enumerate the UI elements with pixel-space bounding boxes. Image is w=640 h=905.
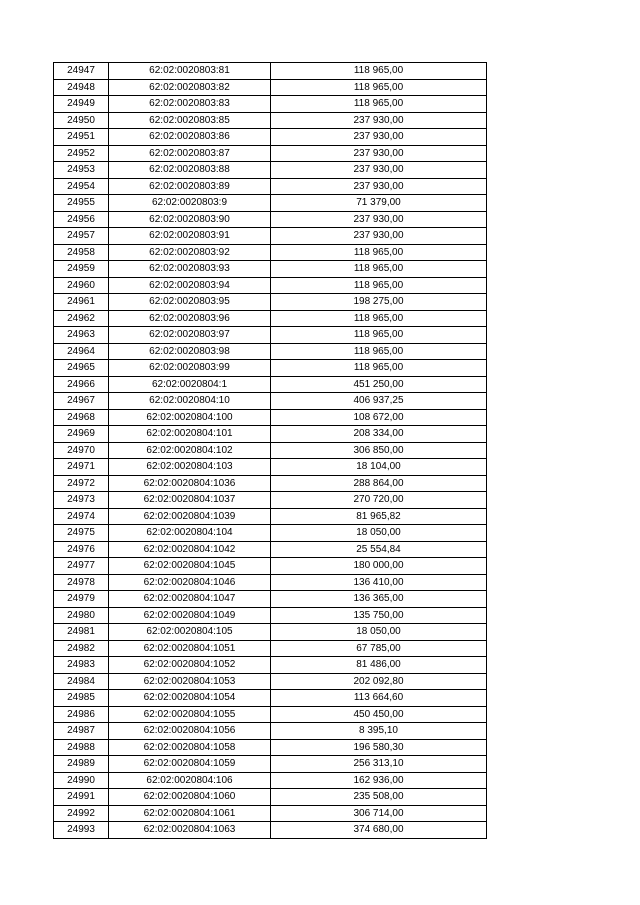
cadastral-number-cell: 62:02:0020803:99 (109, 360, 271, 377)
row-number-cell: 24978 (54, 574, 109, 591)
table-row (54, 162, 487, 179)
value-cell: 25 554,84 (271, 541, 487, 558)
value-cell: 406 937,25 (271, 393, 487, 410)
cadastral-number-cell: 62:02:0020803:97 (109, 327, 271, 344)
cadastral-number-cell: 62:02:0020804:1045 (109, 558, 271, 575)
row-number-cell: 24985 (54, 690, 109, 707)
value-cell: 118 965,00 (271, 277, 487, 294)
table-body (54, 63, 487, 839)
table-row (54, 772, 487, 789)
row-number-cell: 24948 (54, 79, 109, 96)
value-cell: 118 965,00 (271, 360, 487, 377)
cadastral-number-cell: 62:02:0020804:1053 (109, 673, 271, 690)
cadastral-number-cell: 62:02:0020804:1046 (109, 574, 271, 591)
cadastral-number-cell: 62:02:0020804:1056 (109, 723, 271, 740)
value-cell: 208 334,00 (271, 426, 487, 443)
row-number-cell: 24949 (54, 96, 109, 113)
value-cell: 237 930,00 (271, 228, 487, 245)
row-number-cell: 24987 (54, 723, 109, 740)
table-row (54, 756, 487, 773)
table-row (54, 211, 487, 228)
row-number-cell: 24980 (54, 607, 109, 624)
value-cell: 118 965,00 (271, 244, 487, 261)
table-row (54, 558, 487, 575)
row-number-cell: 24989 (54, 756, 109, 773)
cadastral-number-cell: 62:02:0020804:106 (109, 772, 271, 789)
value-cell: 450 450,00 (271, 706, 487, 723)
cadastral-number-cell: 62:02:0020804:1042 (109, 541, 271, 558)
row-number-cell: 24976 (54, 541, 109, 558)
row-number-cell: 24973 (54, 492, 109, 509)
cadastral-number-cell: 62:02:0020804:1054 (109, 690, 271, 707)
row-number-cell: 24969 (54, 426, 109, 443)
table-row (54, 409, 487, 426)
table-row (54, 294, 487, 311)
value-cell: 237 930,00 (271, 145, 487, 162)
cadastral-number-cell: 62:02:0020803:96 (109, 310, 271, 327)
table-row (54, 574, 487, 591)
table-row (54, 343, 487, 360)
row-number-cell: 24966 (54, 376, 109, 393)
table-row (54, 244, 487, 261)
row-number-cell: 24991 (54, 789, 109, 806)
cadastral-number-cell: 62:02:0020804:1061 (109, 805, 271, 822)
table-row (54, 129, 487, 146)
value-cell: 118 965,00 (271, 79, 487, 96)
table-row (54, 805, 487, 822)
table-row (54, 508, 487, 525)
table-row (54, 459, 487, 476)
cadastral-number-cell: 62:02:0020803:86 (109, 129, 271, 146)
row-number-cell: 24965 (54, 360, 109, 377)
value-cell: 256 313,10 (271, 756, 487, 773)
table-row (54, 112, 487, 129)
value-cell: 18 050,00 (271, 624, 487, 641)
value-cell: 288 864,00 (271, 475, 487, 492)
cadastral-number-cell: 62:02:0020804:100 (109, 409, 271, 426)
value-cell: 235 508,00 (271, 789, 487, 806)
table-row (54, 393, 487, 410)
value-cell: 237 930,00 (271, 129, 487, 146)
cadastral-number-cell: 62:02:0020803:85 (109, 112, 271, 129)
table-row (54, 789, 487, 806)
value-cell: 198 275,00 (271, 294, 487, 311)
row-number-cell: 24970 (54, 442, 109, 459)
row-number-cell: 24954 (54, 178, 109, 195)
value-cell: 18 104,00 (271, 459, 487, 476)
cadastral-number-cell: 62:02:0020803:92 (109, 244, 271, 261)
row-number-cell: 24964 (54, 343, 109, 360)
row-number-cell: 24992 (54, 805, 109, 822)
row-number-cell: 24990 (54, 772, 109, 789)
value-cell: 67 785,00 (271, 640, 487, 657)
row-number-cell: 24974 (54, 508, 109, 525)
table-row (54, 360, 487, 377)
cadastral-number-cell: 62:02:0020803:94 (109, 277, 271, 294)
row-number-cell: 24960 (54, 277, 109, 294)
cadastral-number-cell: 62:02:0020804:1059 (109, 756, 271, 773)
cadastral-number-cell: 62:02:0020804:103 (109, 459, 271, 476)
row-number-cell: 24972 (54, 475, 109, 492)
table-row (54, 426, 487, 443)
table-row (54, 376, 487, 393)
table-row (54, 277, 487, 294)
value-cell: 118 965,00 (271, 343, 487, 360)
cadastral-number-cell: 62:02:0020803:82 (109, 79, 271, 96)
cadastral-number-cell: 62:02:0020803:91 (109, 228, 271, 245)
row-number-cell: 24958 (54, 244, 109, 261)
value-cell: 196 580,30 (271, 739, 487, 756)
table-row (54, 63, 487, 80)
cadastral-number-cell: 62:02:0020804:101 (109, 426, 271, 443)
table-row (54, 228, 487, 245)
value-cell: 118 965,00 (271, 327, 487, 344)
row-number-cell: 24956 (54, 211, 109, 228)
row-number-cell: 24951 (54, 129, 109, 146)
row-number-cell: 24955 (54, 195, 109, 212)
table-row (54, 690, 487, 707)
row-number-cell: 24953 (54, 162, 109, 179)
value-cell: 306 714,00 (271, 805, 487, 822)
value-cell: 118 965,00 (271, 96, 487, 113)
cadastral-number-cell: 62:02:0020804:1063 (109, 822, 271, 839)
table-row (54, 79, 487, 96)
table-row (54, 591, 487, 608)
row-number-cell: 24975 (54, 525, 109, 542)
table-row (54, 607, 487, 624)
row-number-cell: 24963 (54, 327, 109, 344)
cadastral-number-cell: 62:02:0020804:104 (109, 525, 271, 542)
cadastral-number-cell: 62:02:0020804:1049 (109, 607, 271, 624)
value-cell: 136 410,00 (271, 574, 487, 591)
cadastral-number-cell: 62:02:0020804:102 (109, 442, 271, 459)
table-row (54, 640, 487, 657)
value-cell: 237 930,00 (271, 211, 487, 228)
table-row (54, 657, 487, 674)
cadastral-number-cell: 62:02:0020804:1036 (109, 475, 271, 492)
cadastral-number-cell: 62:02:0020804:1051 (109, 640, 271, 657)
row-number-cell: 24959 (54, 261, 109, 278)
value-cell: 18 050,00 (271, 525, 487, 542)
row-number-cell: 24983 (54, 657, 109, 674)
table-row (54, 739, 487, 756)
cadastral-number-cell: 62:02:0020804:105 (109, 624, 271, 641)
row-number-cell: 24947 (54, 63, 109, 80)
table-row (54, 96, 487, 113)
table-row (54, 822, 487, 839)
value-cell: 237 930,00 (271, 112, 487, 129)
cadastral-number-cell: 62:02:0020803:81 (109, 63, 271, 80)
cadastral-number-cell: 62:02:0020804:1058 (109, 739, 271, 756)
table-row (54, 195, 487, 212)
row-number-cell: 24957 (54, 228, 109, 245)
table-row (54, 624, 487, 641)
value-cell: 270 720,00 (271, 492, 487, 509)
value-cell: 118 965,00 (271, 63, 487, 80)
table-row (54, 492, 487, 509)
cadastral-number-cell: 62:02:0020804:1039 (109, 508, 271, 525)
cadastral-number-cell: 62:02:0020804:1052 (109, 657, 271, 674)
row-number-cell: 24981 (54, 624, 109, 641)
cadastral-number-cell: 62:02:0020803:88 (109, 162, 271, 179)
cadastral-number-cell: 62:02:0020804:1 (109, 376, 271, 393)
value-cell: 180 000,00 (271, 558, 487, 575)
table-row (54, 475, 487, 492)
table-row (54, 525, 487, 542)
value-cell: 136 365,00 (271, 591, 487, 608)
row-number-cell: 24988 (54, 739, 109, 756)
cadastral-number-cell: 62:02:0020803:95 (109, 294, 271, 311)
data-table (53, 62, 487, 839)
value-cell: 162 936,00 (271, 772, 487, 789)
row-number-cell: 24961 (54, 294, 109, 311)
cadastral-number-cell: 62:02:0020803:89 (109, 178, 271, 195)
row-number-cell: 24962 (54, 310, 109, 327)
cadastral-number-cell: 62:02:0020803:83 (109, 96, 271, 113)
cadastral-number-cell: 62:02:0020803:93 (109, 261, 271, 278)
cadastral-number-cell: 62:02:0020804:1060 (109, 789, 271, 806)
table-row (54, 673, 487, 690)
value-cell: 237 930,00 (271, 162, 487, 179)
cadastral-number-cell: 62:02:0020804:1047 (109, 591, 271, 608)
table-row (54, 327, 487, 344)
row-number-cell: 24971 (54, 459, 109, 476)
value-cell: 202 092,80 (271, 673, 487, 690)
table-row (54, 261, 487, 278)
cadastral-number-cell: 62:02:0020804:1055 (109, 706, 271, 723)
row-number-cell: 24982 (54, 640, 109, 657)
cadastral-number-cell: 62:02:0020803:87 (109, 145, 271, 162)
table-row (54, 178, 487, 195)
table-row (54, 442, 487, 459)
table-row (54, 723, 487, 740)
value-cell: 113 664,60 (271, 690, 487, 707)
table-row (54, 310, 487, 327)
row-number-cell: 24967 (54, 393, 109, 410)
cadastral-number-cell: 62:02:0020804:10 (109, 393, 271, 410)
value-cell: 451 250,00 (271, 376, 487, 393)
row-number-cell: 24986 (54, 706, 109, 723)
row-number-cell: 24952 (54, 145, 109, 162)
cadastral-number-cell: 62:02:0020803:90 (109, 211, 271, 228)
row-number-cell: 24984 (54, 673, 109, 690)
value-cell: 306 850,00 (271, 442, 487, 459)
value-cell: 135 750,00 (271, 607, 487, 624)
row-number-cell: 24979 (54, 591, 109, 608)
cadastral-number-cell: 62:02:0020803:9 (109, 195, 271, 212)
value-cell: 237 930,00 (271, 178, 487, 195)
value-cell: 81 965,82 (271, 508, 487, 525)
value-cell: 108 672,00 (271, 409, 487, 426)
value-cell: 118 965,00 (271, 261, 487, 278)
value-cell: 118 965,00 (271, 310, 487, 327)
row-number-cell: 24950 (54, 112, 109, 129)
value-cell: 71 379,00 (271, 195, 487, 212)
cadastral-number-cell: 62:02:0020803:98 (109, 343, 271, 360)
cadastral-number-cell: 62:02:0020804:1037 (109, 492, 271, 509)
table-row (54, 145, 487, 162)
table-row (54, 706, 487, 723)
row-number-cell: 24993 (54, 822, 109, 839)
value-cell: 8 395,10 (271, 723, 487, 740)
row-number-cell: 24977 (54, 558, 109, 575)
table-row (54, 541, 487, 558)
row-number-cell: 24968 (54, 409, 109, 426)
value-cell: 81 486,00 (271, 657, 487, 674)
value-cell: 374 680,00 (271, 822, 487, 839)
